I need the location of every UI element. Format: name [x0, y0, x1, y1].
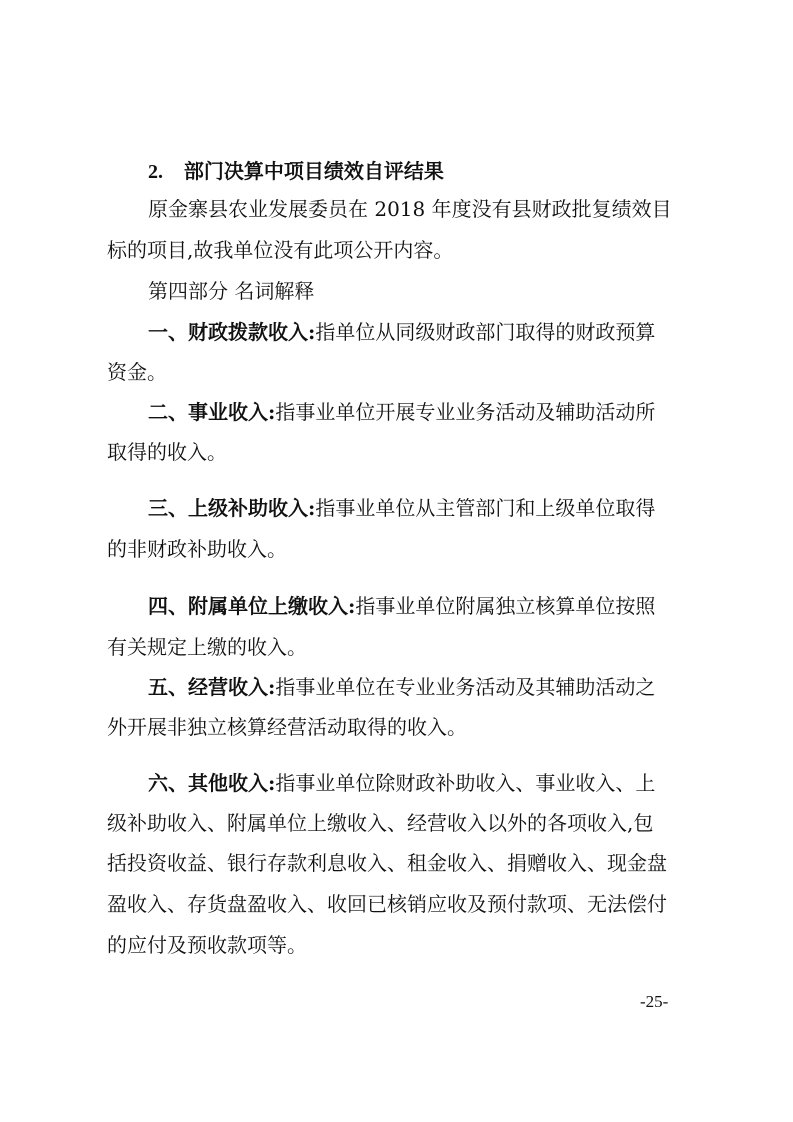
term-definition: 指单位从同级财政部门取得的财政预算 [315, 320, 656, 344]
definition-line [0, 766, 793, 800]
definition-line: 级补助收入、附属单位上缴收入、经营收入以外的各项收入,包 [107, 811, 654, 835]
definition-line [0, 589, 793, 623]
term-label: 五、经营收入: [148, 675, 276, 699]
section-heading [0, 154, 793, 188]
definition-line [0, 315, 793, 349]
paragraph-line: 原金寨县农业发展委员在 2018 年度没有县财政批复绩效目 [148, 197, 672, 221]
paragraph-line: 标的项目,故我单位没有此项公开内容。 [107, 238, 454, 262]
term-definition: 指事业单位从主管部门和上级单位取得 [315, 496, 656, 520]
definition-line: 外开展非独立核算经营活动取得的收入。 [107, 715, 467, 739]
page-number: -25- [640, 992, 669, 1011]
definition-line [0, 491, 793, 525]
term-definition: 指事业单位开展专业业务活动及辅助活动所 [275, 400, 656, 424]
term-label: 六、其他收入: [148, 771, 276, 795]
term-definition: 指事业单位在专业业务活动及其辅助活动之 [275, 675, 656, 699]
definition-line: 括投资收益、银行存款利息收入、租金收入、捐赠收入、现金盘 [107, 851, 667, 875]
definition-line: 的应付及预收款项等。 [107, 933, 307, 957]
definition-line [0, 395, 793, 429]
term-definition: 指事业单位附属独立核算单位按照 [355, 594, 656, 618]
term-label: 一、财政拨款收入: [148, 320, 316, 344]
definition-line [0, 670, 793, 704]
definition-line: 取得的收入。 [107, 440, 227, 464]
definition-line: 盈收入、存货盘盈收入、收回已核销应收及预付款项、无法偿付 [107, 892, 667, 916]
term-label: 四、附属单位上缴收入: [148, 594, 356, 618]
section-title: 部门决算中项目绩效自评结果 [183, 159, 444, 183]
definition-line: 有关规定上缴的收入。 [107, 635, 307, 659]
term-label: 二、事业收入: [148, 400, 276, 424]
section-number: 2. [148, 161, 163, 183]
definition-line: 资金。 [107, 360, 167, 384]
term-definition: 指事业单位除财政补助收入、事业收入、上 [275, 771, 656, 795]
term-label: 三、上级补助收入: [148, 496, 316, 520]
part-heading: 第四部分 名词解释 [148, 279, 315, 303]
definition-line: 的非财政补助收入。 [107, 537, 287, 561]
